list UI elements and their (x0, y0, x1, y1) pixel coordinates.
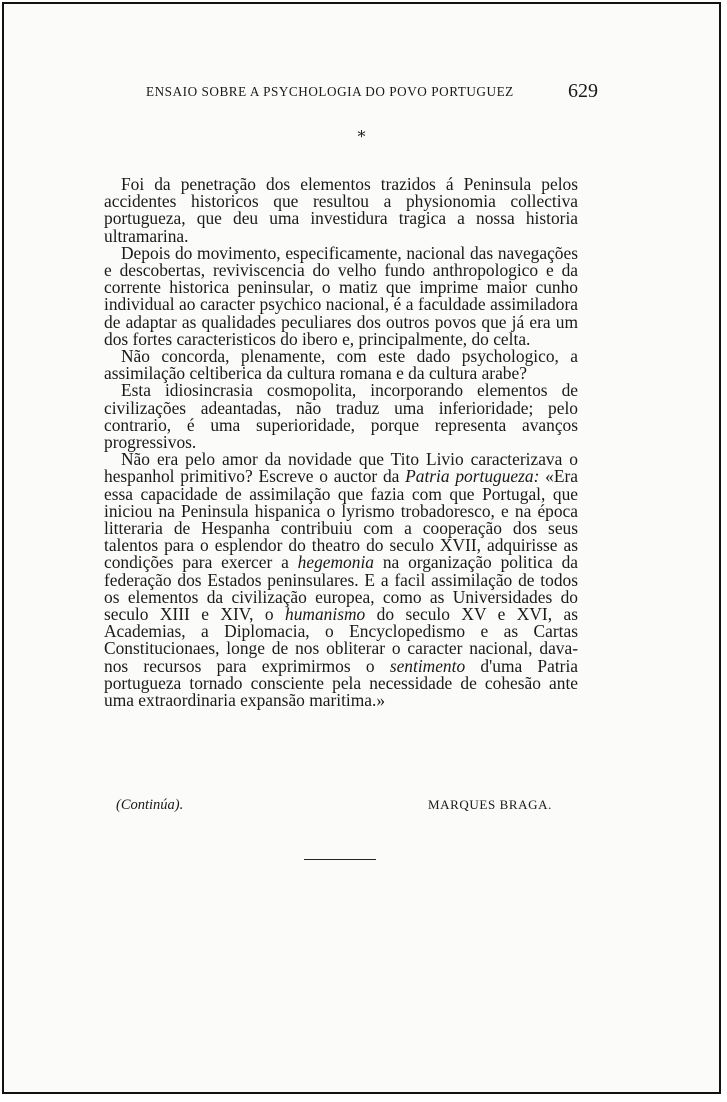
section-mark: * (357, 127, 366, 146)
continued-note: (Continúa). (116, 797, 184, 813)
article-body (104, 176, 578, 709)
text-run: d'uma Patria portugueza tornado consciente pela necessidade de cohesão ante uma extraordinaria expansão maritima.» (104, 655, 578, 711)
paragraph: Não concorda, plenamente, com este dado psychologico, a assimilação celtiberica da cultura romana e da cultura arabe? (104, 346, 578, 384)
italic-title: Patria portugueza: (405, 466, 540, 487)
end-rule (304, 859, 376, 860)
text-run: Não era pelo amor da novidade que Tito Livio caracterizava o hespanhol primitivo? Escreve o auctor da (104, 449, 578, 487)
page (2, 2, 721, 1094)
italic-term: hegemonia (297, 552, 374, 573)
page-number: 629 (568, 80, 598, 102)
text-run: do seculo XV e XVI, as Academias, a Diplomacia, o Encyclopedismo e as Cartas Constitucionaes, longe de nos obliterar o caracter nacional, dava-nos recursos para exprimirmos o (104, 604, 579, 676)
italic-term: humanismo (285, 604, 366, 625)
text-run: «Era essa capacidade de assimilação que fazia com que Portugal, que iniciou na Peninsula hispanica o lyrismo trobadoresco, e na época litteraria de Hespanha contribuiu com a cooperação dos seus talentos para o esplendor do theatro do seculo XVII, adquirisse as condições para exercer a (104, 466, 578, 573)
text-run: na organização politica da federação dos Estados peninsulares. E a facil assimilação de todos os elementos da civilização europea, como as Universidades do seculo XIII e XIV, o (104, 552, 578, 625)
italic-term: sentimento (389, 655, 466, 676)
page-header (146, 80, 598, 104)
signoff (116, 794, 552, 816)
paragraph-quotation (104, 451, 578, 709)
running-head: ENSAIO SOBRE A PSYCHOLOGIA DO POVO PORTUGUEZ (146, 84, 514, 99)
paragraph: Foi da penetração dos elementos trazidos á Peninsula pelos accidentes historicos que resultou a physionomia collectiva portugueza, que deu uma investidura tragica a nossa historia ultramarina. (104, 174, 578, 246)
paragraph: Esta idiosincrasia cosmopolita, incorporando elementos de civilizações adeantadas, não traduz uma inferioridade; pelo contrario, é uma superioridade, porque representa avanços progressivos. (104, 380, 578, 453)
author-name: MARQUES BRAGA. (428, 797, 552, 812)
paragraph: Depois do movimento, especificamente, nacional das navegações e descobertas, reviviscencia do velho fundo anthropologico e da corrente historica peninsular, o matiz que imprime maior cunho individual ao caracter psychico nacional, é a faculdade assimiladora de adaptar as qualidades peculiares dos outros povos que já era um dos fortes caracteristicos do ibero e, principalmente, do celta. (104, 242, 578, 349)
